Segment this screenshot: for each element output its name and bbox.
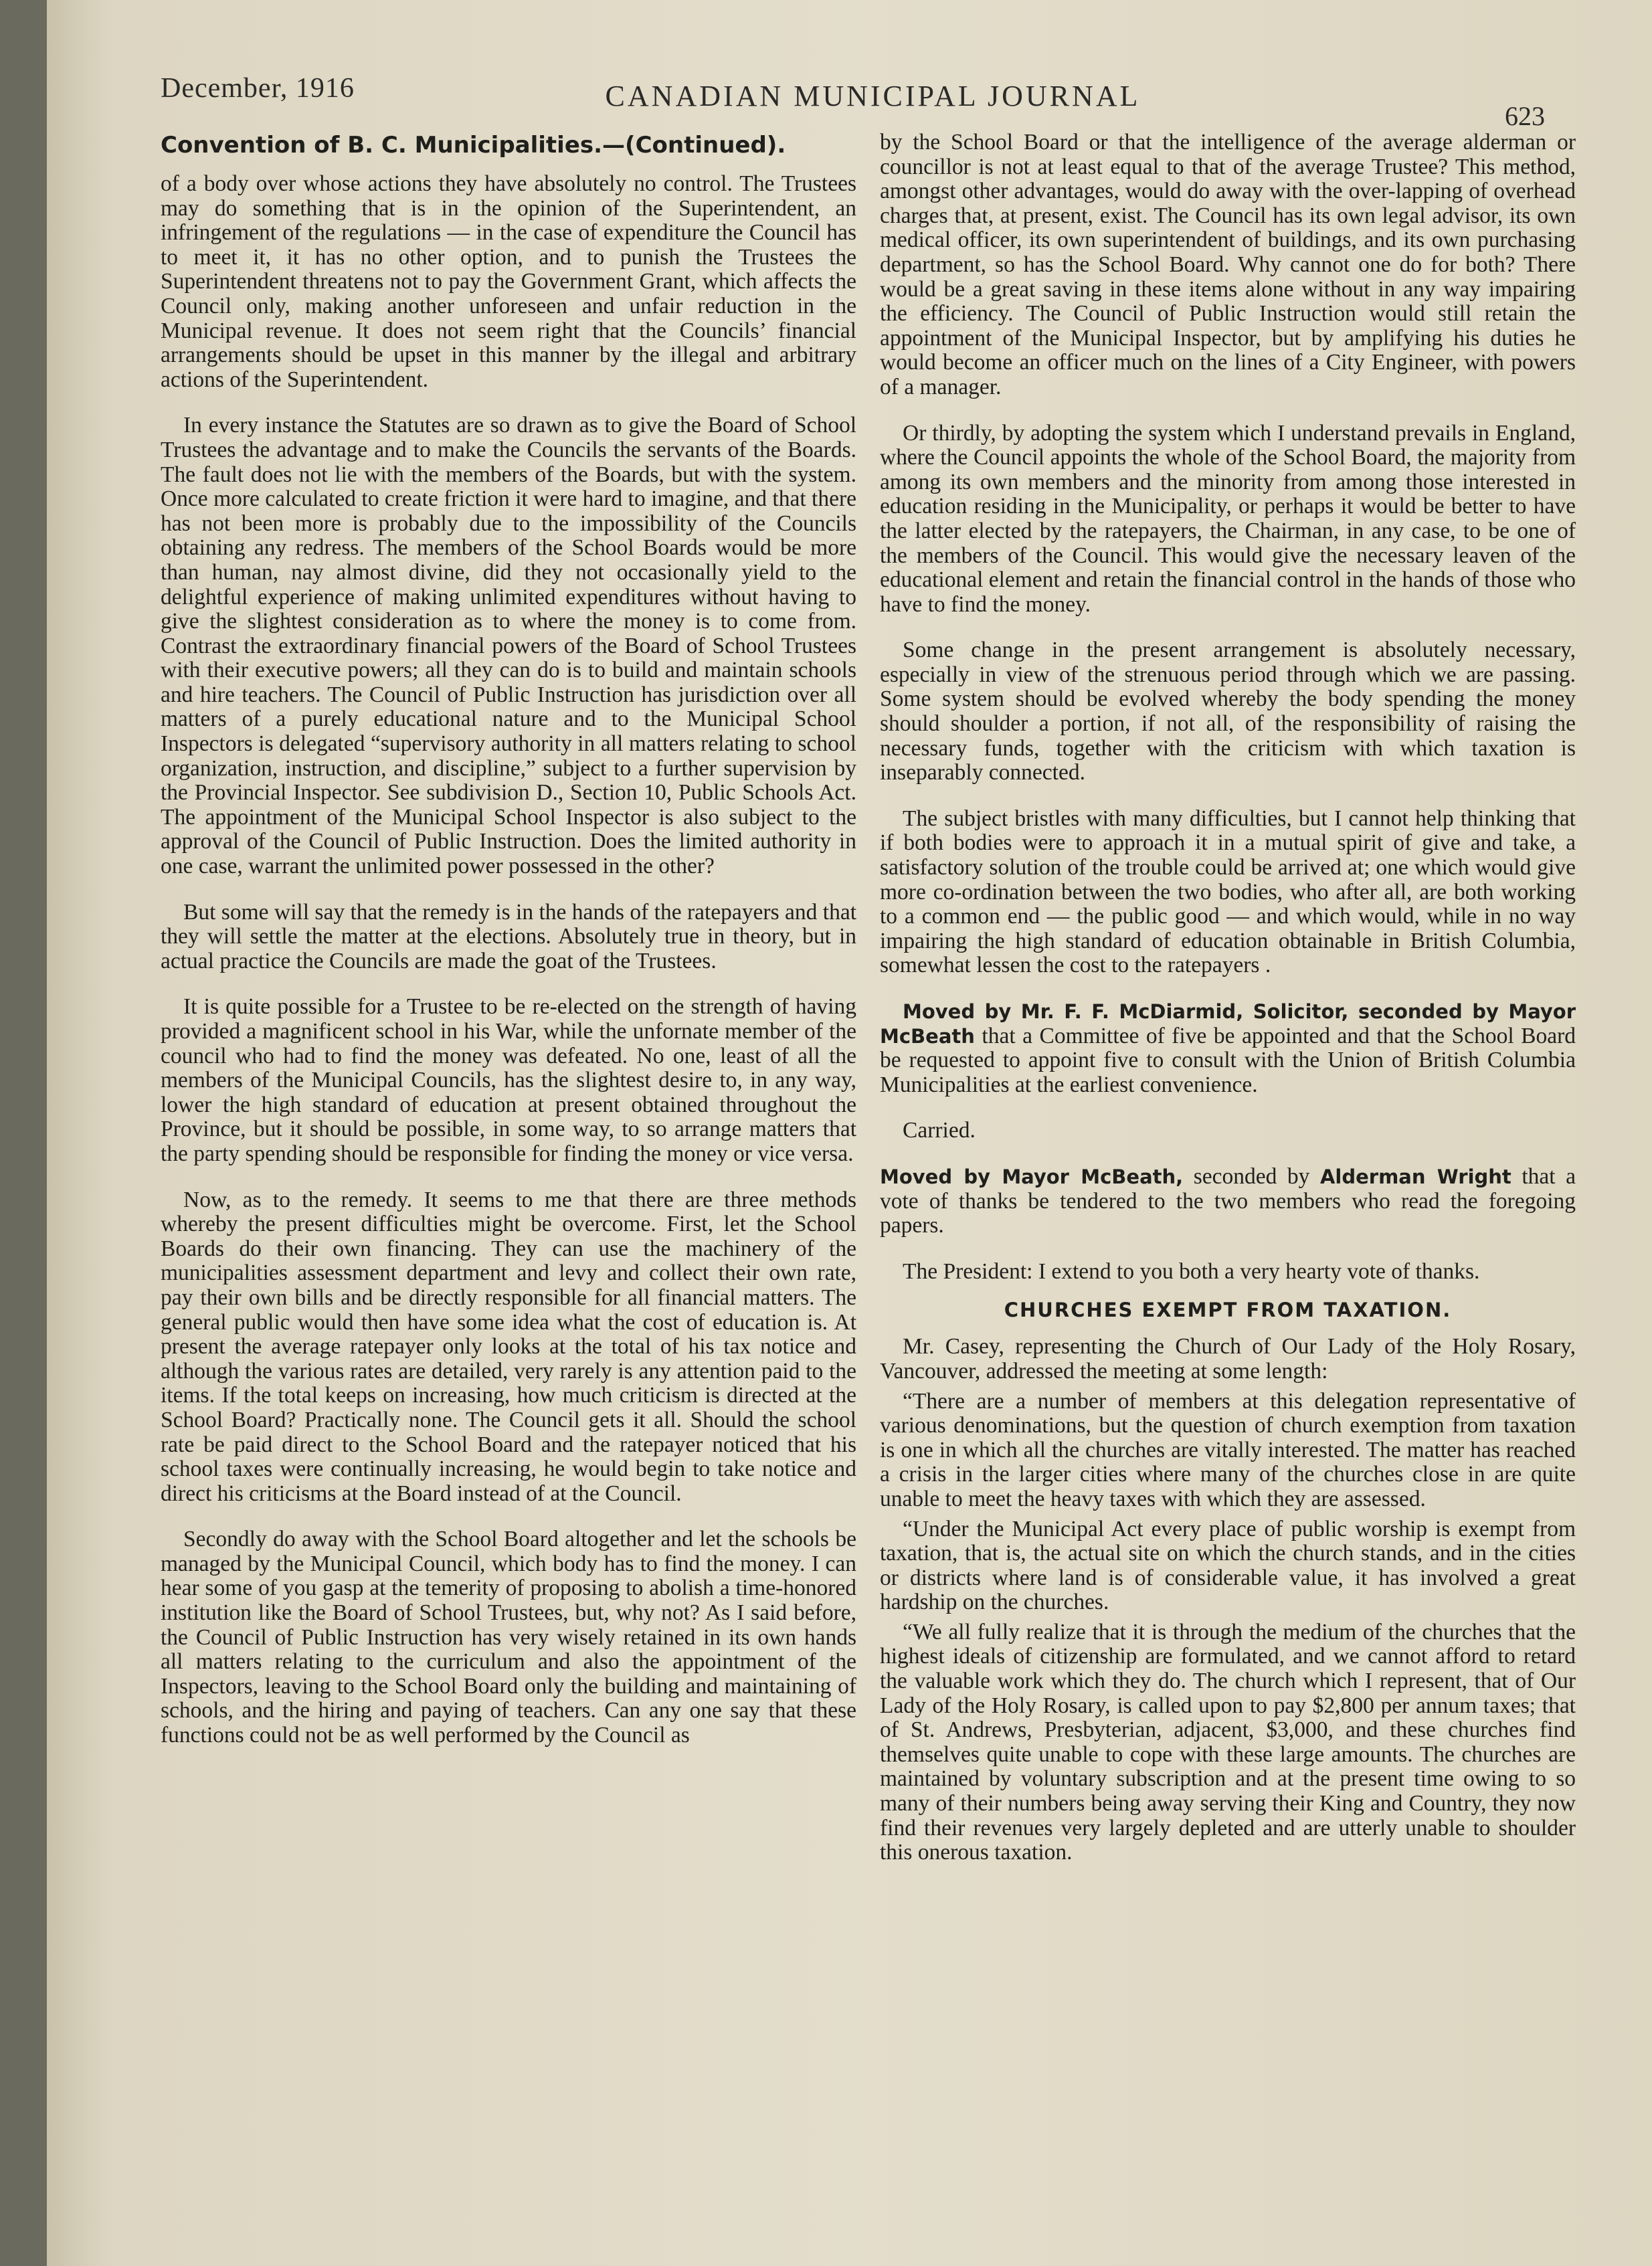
motion-seconder: Alderman Wright <box>1319 1165 1511 1188</box>
paragraph: Or thirdly, by adopting the system which I understand prevails in England, where the Council appoints the whole of the School Board, the majority from among its own members and the minority from among those interested in education residing in the Municipality, or perhaps it would be better to have the latter elected by the ratepayers, the Chairman, in any case, to be one of the members of the Council. This would give the necessary leaven of the educational element and retain the financial control in the hands of those who have to find the money. <box>880 420 1576 617</box>
journal-page <box>47 0 1652 2266</box>
motion-paragraph <box>880 1000 1576 1097</box>
paragraph: “We all fully realize that it is through the medium of the churches that the highest ideals of citizenship are formulated, and we cannot afford to retard the valuable work which they do. The church which I represent, that of Our Lady of the Holy Rosary, is called upon to pay $2,800 per annum taxes; that of St. Andrews, Presbyterian, adjacent, $3,000, and these churches find themselves quite unable to cope with these large amounts. The churches are maintained by voluntary subscription and at the present time owing to so many of their numbers being away serving their King and Country, they now find their revenues very largely depleted and are utterly unable to shoulder this onerous taxation. <box>880 1619 1576 1865</box>
president-remark: The President: I extend to you both a very hearty vote of thanks. <box>903 1258 1480 1284</box>
motion-mover: Moved by Mayor McBeath, <box>880 1165 1184 1188</box>
section-heading: CHURCHES EXEMPT FROM TAXATION. <box>1004 1299 1452 1322</box>
page-number: 623 <box>1505 101 1545 131</box>
page-header <box>161 67 1545 131</box>
paragraph: “Under the Municipal Act every place of public worship is exempt from taxation, that is, the actual site on which the church stands, and in the cities or districts where land is of considerable value, it has involved a great hardship on the churches. <box>880 1516 1576 1615</box>
right-column <box>880 130 1576 1871</box>
paragraph: “There are a number of members at this delegation representative of various denominations, but the question of church exemption from taxation is one in which all the churches are vitally interested. The matter has reached a crisis in the larger cities where many of the churches close in are quite unable to meet the heavy taxes with which they are assessed. <box>880 1388 1576 1511</box>
motion-text: seconded by <box>1183 1163 1320 1189</box>
paragraph: Secondly do away with the School Board altogether and let the schools be managed by the Municipal Council, which body has to find the money. I can hear some of you gasp at the temerity of proposing to abolish a time-honored institution like the Board of School Trustees, but, why not? As I said before, the Council of Public Instruction has very wisely retained in its own hands all matters relating to the curriculum and also the appointment of the Inspectors, leaving to the School Board only the building and maintaining of schools, and the hiring and paying of teachers. Can any one say that these functions could not be as well performed by the Council as <box>161 1527 856 1748</box>
motion-mover: Moved by Mr. F. F. McDiarmid, Solicitor, seconded by Mayor McBeath <box>880 1000 1576 1048</box>
issue-date: December, 1916 <box>161 73 355 104</box>
paragraph: But some will say that the remedy is in the hands of the ratepayers and that they will settle the matter at the elections. Absolutely true in theory, but in actual practice the Councils are made the goat of the Trustees. <box>161 899 856 973</box>
carried-note: Carried. <box>903 1118 976 1143</box>
article-heading: Convention of B. C. Municipalities.—(Continued). <box>161 132 786 159</box>
motion-text: that a Committee of five be appointed and that the School Board be requested to appoint five to consult with the Union of British Columbia Municipalities at the earliest convenience. <box>880 1023 1576 1097</box>
journal-title: CANADIAN MUNICIPAL JOURNAL <box>605 80 1141 112</box>
paragraph: Mr. Casey, representing the Church of Our Lady of the Holy Rosary, Vancouver, addressed the meeting at some length: <box>880 1334 1576 1384</box>
left-column <box>161 130 856 1770</box>
paragraph: Now, as to the remedy. It seems to me that there are three methods whereby the present difficulties might be overcome. First, let the School Boards do their own financing. They can use the machinery of the municipalities assessment department and levy and collect their own rate, pay their own bills and be directly responsible for all financial matters. The general public would then have some idea what the cost of education is. At present the average ratepayer only looks at the total of his tax notice and although the various rates are detailed, very rarely is any attention paid to the items. If the total keeps on increasing, how much criticism is directed at the School Board? Practically none. The Council gets it all. Should the school rate be paid direct to the School Board and the ratepayer noticed that his school taxes were continually increasing, he would begin to take notice and direct his criticisms at the Board instead of at the Council. <box>161 1187 856 1506</box>
paragraph: It is quite possible for a Trustee to be re-elected on the strength of having provided a magnificent school in his War, while the unfornate member of the council who had to find the money was defeated. No one, least of all the members of the Municipal Councils, has the slightest desire to, in any way, lower the high standard of education at present obtained throughout the Province, but it should be possible, in some way, to so arrange matters that the party spending should be responsible for finding the money or vice versa. <box>161 994 856 1166</box>
paragraph: by the School Board or that the intelligence of the average alderman or councillor is not at least equal to that of the average Trustee? This method, amongst other advantages, would do away with the over-lapping of overhead charges that, at present, exist. The Council has its own legal advisor, its own medical officer, its own superintendent of buildings, and its own purchasing department, so has the School Board. Why cannot one do for both? There would be a great saving in these items alone without in any way impairing the efficiency. The Council of Public Instruction would still retain the appointment of the Municipal Inspector, but by amplifying his duties he would become an officer much on the lines of a City Engineer, with powers of a manager. <box>880 130 1576 399</box>
paragraph: of a body over whose actions they have absolutely no control. The Trustees may do something that is in the opinion of the Superintendent, an infringement of the regulations — in the case of expenditure the Council has to meet it, it has no other option, and to punish the Trustees the Superintendent threatens not to pay the Government Grant, which affects the Council only, making another unforeseen and unfair reduction in the Municipal revenue. It does not seem right that the Councils’ financial arrangements should be upset in this manner by the illegal and arbitrary actions of the Superintendent. <box>161 171 856 392</box>
paragraph: The subject bristles with many difficulties, but I cannot help thinking that if both bodies were to approach it in a mutual spirit of give and take, a satisfactory solution of the trouble could be arrived at; one which would give more co-ordination between the two bodies, who after all, are both working to a common end — the public good — and which would, while in no way impairing the high standard of education obtainable in British Columbia, somewhat lessen the cost to the ratepayers . <box>880 806 1576 978</box>
motion-text: that a vote of thanks be tendered to the two members who read the foregoing papers. <box>880 1163 1576 1238</box>
motion-paragraph <box>880 1165 1576 1238</box>
paragraph: Some change in the present arrangement is absolutely necessary, especially in view of the strenuous period through which we are passing. Some system should be evolved whereby the body spending the money should shoulder a portion, if not all, of the responsibility of raising the necessary funds, together with the criticism with which taxation is inseparably connected. <box>880 638 1576 785</box>
paragraph: In every instance the Statutes are so drawn as to give the Board of School Trustees the advantage and to make the Councils the servants of the Boards. The fault does not lie with the members of the Boards, but with the system. Once more calculated to create friction it were hard to imagine, and that there has not been more is probably due to the impossibility of the Councils obtaining any redress. The members of the School Boards would be more than human, nay almost divine, did they not occasionally yield to the delightful experience of making unlimited expenditures without having to give the slightest consideration as to where the money is to come from. Contrast the extraordinary financial powers of the Board of School Trustees with their executive powers; all they can do is to build and maintain schools and hire teachers. The Council of Public Instruction has jurisdiction over all matters of a purely educational nature and to the Municipal School Inspectors is delegated “supervisory authority in all matters relating to school organization, instruction, and discipline,” subject to a further supervision by the Provincial Inspector. See subdivision D., Section 10, Public Schools Act. The appointment of the Municipal School Inspector is also subject to the approval of the Council of Public Instruction. Does the limited authority in one case, warrant the unlimited power possessed in the other? <box>161 413 856 879</box>
